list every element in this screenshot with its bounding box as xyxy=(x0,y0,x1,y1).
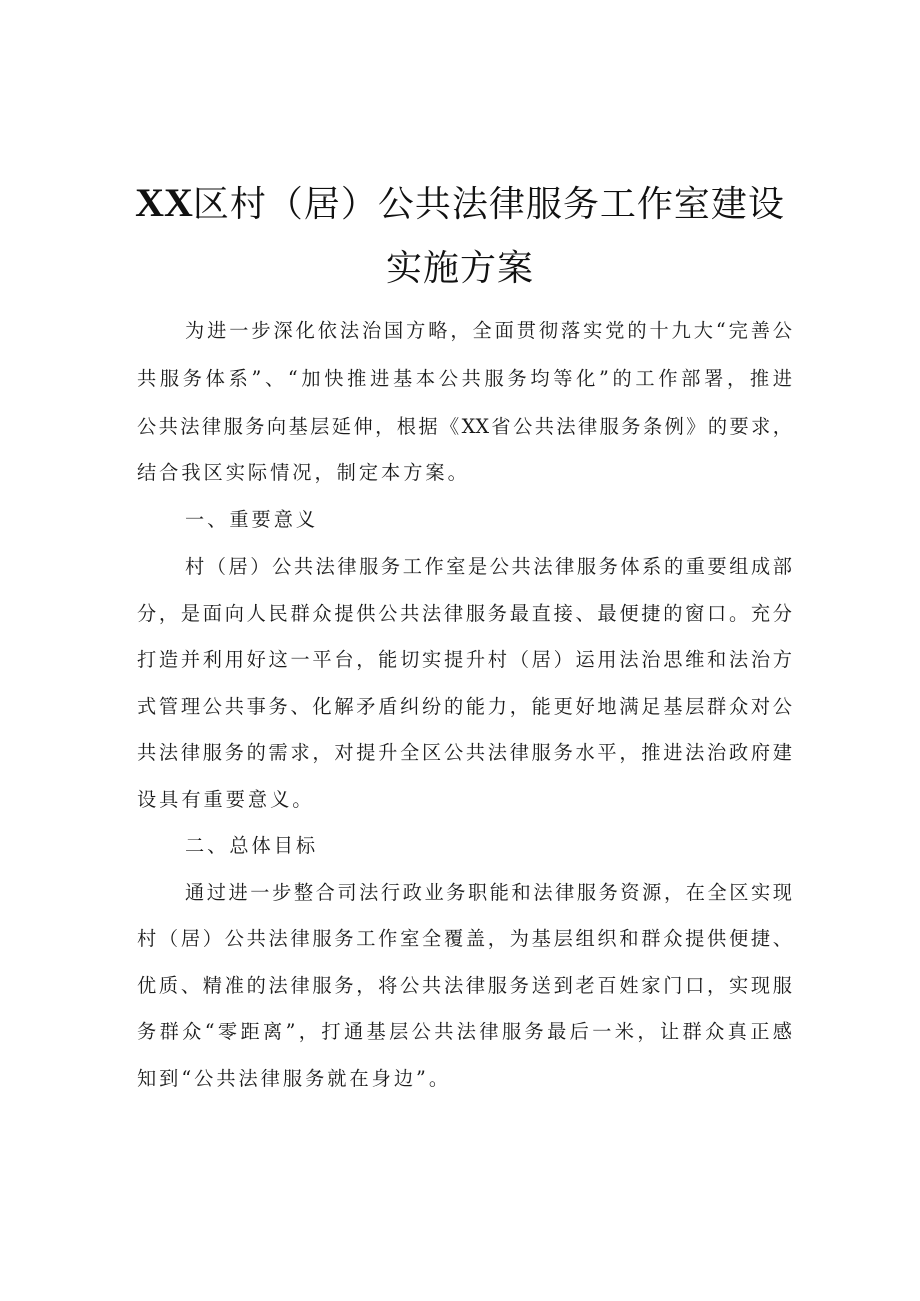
section2-line: 优质、精准的法律服务，将公共法律服务送到老百姓家门口，实现服 xyxy=(137,974,792,997)
section2-line: 务群众“零距离”，打通基层公共法律服务最后一米，让群众真正感 xyxy=(137,1020,792,1043)
section2-line: 知到“公共法律服务就在身边”。 xyxy=(137,1067,452,1090)
intro-line: 为进一步深化依法治国方略，全面贯彻落实党的十九大“完善公 xyxy=(185,319,792,342)
section2-line: 通过进一步整合司法行政业务职能和法律服务资源，在全区实现 xyxy=(185,881,792,904)
section-heading: 一、重要意义 xyxy=(185,508,319,531)
section1-line: 共法律服务的需求，对提升全区公共法律服务水平，推进法治政府建 xyxy=(137,741,792,764)
section1-line: 设具有重要意义。 xyxy=(137,788,315,811)
section1-line: 村（居）公共法律服务工作室是公共法律服务体系的重要组成部 xyxy=(185,555,792,578)
section1-line: 打造并利用好这一平台，能切实提升村（居）运用法治思维和法治方 xyxy=(137,648,792,671)
title-prefix: XX xyxy=(135,180,193,225)
section-heading: 二、总体目标 xyxy=(185,834,319,857)
section2-line: 村（居）公共法律服务工作室全覆盖，为基层组织和群众提供便捷、 xyxy=(137,927,792,950)
intro-line: 公共法律服务向基层延伸，根据《XX省公共法律服务条例》的要求， xyxy=(137,415,792,438)
document-title-line-2: 实施方案 xyxy=(385,248,534,289)
title-main: 区村（居）公共法律服务工作室建设 xyxy=(192,184,785,225)
intro-line: 共服务体系”、“加快推进基本公共服务均等化”的工作部署，推进 xyxy=(137,367,792,390)
section1-line: 分，是面向人民群众提供公共法律服务最直接、最便捷的窗口。充分 xyxy=(137,602,792,625)
intro-line: 结合我区实际情况，制定本方案。 xyxy=(137,461,470,484)
document-title-line-1 xyxy=(90,176,830,227)
section1-line: 式管理公共事务、化解矛盾纠纷的能力，能更好地满足基层群众对公 xyxy=(137,695,792,718)
